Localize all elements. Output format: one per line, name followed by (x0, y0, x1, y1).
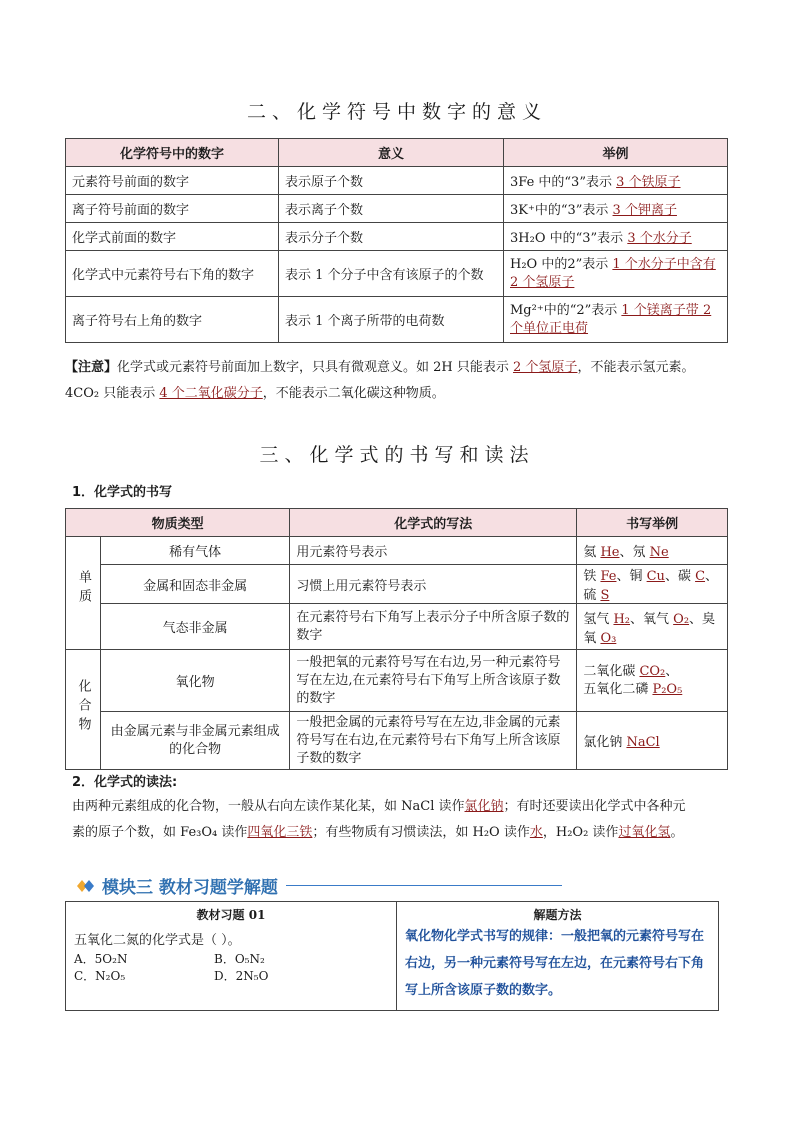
group-label: 单质 (76, 570, 91, 608)
exercise-table (65, 901, 719, 1011)
module-title: 模块三 教材习题学解题 (102, 878, 278, 898)
note-text: 化学式或元素符号前面加上数字，只具有微观意义。如 2H 只能表示 (117, 360, 514, 375)
header-cell: 化学符号中的数字 (66, 139, 279, 167)
reading-answer: 四氧化三铁 (247, 825, 313, 840)
cell-meaning: 表示 1 个分子中含有该原子的个数 (279, 251, 504, 297)
formula-answer: S (600, 588, 610, 603)
table-header-row (66, 509, 728, 537)
group-elementary (66, 537, 101, 650)
header-cell: 化学式的写法 (290, 509, 577, 537)
reading-answer: 过氧化氢 (618, 825, 671, 840)
digit-meaning-table (65, 138, 728, 343)
example-text: 五氧化二磷 (583, 681, 653, 697)
cell-example (577, 565, 728, 604)
cell-example (577, 604, 728, 650)
table-row (66, 223, 728, 251)
example-text: 二氧化碳 (583, 663, 640, 679)
reading-text: ；有些物质有习惯读法，如 H₂O 读作 (312, 825, 530, 840)
example-text: 、 (665, 663, 679, 679)
reading-text: ；有时还要读出化学式中各种元 (503, 799, 686, 814)
formula-answer: Cu (646, 569, 665, 584)
example-line (583, 612, 715, 646)
header-cell: 举例 (504, 139, 728, 167)
table-row (66, 604, 728, 650)
example-line (583, 682, 682, 697)
table-row (66, 167, 728, 195)
reading-paragraph (72, 794, 732, 846)
method-heading: 解题方法 (533, 908, 582, 922)
formula-answer: Ne (649, 545, 669, 560)
cell-meaning: 表示原子个数 (279, 167, 504, 195)
example-text: Mg²⁺中的“2”表示 (510, 302, 622, 318)
example-line (583, 664, 678, 679)
cell-example (577, 537, 728, 565)
cell-type: 氧化物 (101, 650, 290, 712)
cell-method: 用元素符号表示 (290, 537, 577, 565)
cell-digit: 离子符号前面的数字 (66, 195, 279, 223)
example-text: 、硫 (583, 569, 719, 603)
note-label: 【注意】 (65, 360, 118, 375)
exercise-question: 五氧化二氮的化学式是（ ）。 (74, 933, 241, 948)
module-heading (76, 873, 562, 898)
table-row (66, 712, 728, 770)
header-cell: 意义 (279, 139, 504, 167)
cell-type: 气态非金属 (101, 604, 290, 650)
cell-digit: 元素符号前面的数字 (66, 167, 279, 195)
example-answer: 1 个镁离子带 2 个单位正电荷 (510, 302, 712, 336)
table-header-row (66, 139, 728, 167)
formula-answer: CO₂ (639, 663, 666, 679)
formula-answer: P₂O₅ (652, 681, 683, 697)
table-row (66, 251, 728, 297)
example-answer: 3 个铁原子 (616, 175, 681, 190)
table-row (66, 195, 728, 223)
option-a: A．5O₂N (74, 952, 128, 966)
reading-answer: 氯化钠 (464, 799, 504, 814)
module-divider (286, 885, 562, 886)
note-text: ，不能表示二氧化碳这种物质。 (262, 386, 445, 401)
cell-meaning: 表示 1 个离子所带的电荷数 (279, 297, 504, 343)
formula-answer: Fe (600, 569, 617, 584)
group-label: 化合物 (75, 679, 91, 736)
header-cell: 物质类型 (66, 509, 290, 537)
cell-digit: 离子符号右上角的数字 (66, 297, 279, 343)
exercise-heading: 教材习题 01 (196, 908, 266, 922)
double-diamond-icon (76, 879, 96, 893)
cell-meaning: 表示分子个数 (279, 223, 504, 251)
method-text: 氧化物化学式书写的规律：一般把氧的元素符号写在右边，另一种元素符号写在左边，在元素符号右下角写上所含该原子数的数字。 (405, 929, 705, 998)
option-c: C．N₂O₅ (74, 969, 126, 983)
cell-method: 习惯上用元素符号表示 (290, 565, 577, 604)
section-3-title: 三、化学式的书写和读法 (259, 444, 535, 466)
example-line (583, 735, 659, 750)
method-cell (397, 902, 719, 1011)
section-2-title: 二、化学符号中数字的意义 (246, 101, 547, 123)
note-text: 4CO₂ 只能表示 (65, 386, 160, 401)
option-d: D．2N₅O (214, 969, 269, 983)
note-answer: 2 个氢原子 (513, 360, 578, 375)
reading-text: 。 (670, 825, 684, 840)
cell-type: 由金属元素与非金属元素组成的化合物 (101, 712, 290, 770)
cell-type: 金属和固态非金属 (101, 565, 290, 604)
example-text: 氦 (583, 545, 601, 560)
example-text: 氯化钠 (583, 735, 627, 750)
cell-example (504, 251, 728, 297)
example-text: 3Fe 中的“3”表示 (510, 175, 617, 190)
example-text: 氢气 (583, 611, 614, 627)
cell-example (577, 650, 728, 712)
subheading-reading: 2．化学式的读法: (72, 775, 178, 790)
cell-digit: 化学式前面的数字 (66, 223, 279, 251)
cell-example (504, 195, 728, 223)
note-answer: 4 个二氧化碳分子 (159, 386, 263, 401)
cell-example (577, 712, 728, 770)
option-row (74, 967, 388, 984)
example-answer: 3 个水分子 (627, 231, 692, 246)
example-text: 、臭氧 (583, 611, 716, 646)
cell-method: 一般把金属的元素符号写在左边,非金属的元素符号写在右边,在元素符号右下角写上所含该原子数的数字 (290, 712, 577, 770)
example-text: 3K⁺中的“3”表示 (510, 203, 613, 218)
example-line (583, 569, 718, 603)
cell-digit: 化学式中元素符号右下角的数字 (66, 251, 279, 297)
exercise-cell (66, 902, 397, 1011)
cell-meaning: 表示离子个数 (279, 195, 504, 223)
subheading-writing: 1．化学式的书写 (72, 485, 173, 500)
example-text: 、氖 (619, 545, 650, 560)
example-text: 铁 (583, 569, 601, 584)
example-text: H₂O 中的2”表示 (510, 256, 613, 272)
table-row (66, 537, 728, 565)
table-row (66, 650, 728, 712)
cell-example (504, 223, 728, 251)
formula-answer: C (695, 569, 706, 584)
formula-writing-table (65, 508, 728, 770)
reading-text: ，H₂O₂ 读作 (542, 825, 619, 840)
formula-answer: O₂ (673, 611, 690, 627)
table-row (66, 565, 728, 604)
note-text: ，不能表示氢元素。 (577, 360, 695, 375)
reading-text: 由两种元素组成的化合物，一般从右向左读作某化某，如 NaCl 读作 (72, 799, 465, 814)
option-row (74, 950, 388, 967)
cell-method: 在元素符号右下角写上表示分子中所含原子数的数字 (290, 604, 577, 650)
example-text: 、氧气 (630, 611, 674, 627)
example-answer: 3 个钾离子 (612, 203, 677, 218)
header-cell: 书写举例 (577, 509, 728, 537)
cell-example (504, 167, 728, 195)
cell-type: 稀有气体 (101, 537, 290, 565)
example-text: 、碳 (664, 569, 696, 584)
table-row (66, 297, 728, 343)
example-text: 3H₂O 中的“3”表示 (510, 231, 628, 246)
formula-answer: He (600, 545, 620, 560)
formula-answer: NaCl (626, 735, 660, 750)
group-compound (66, 650, 101, 770)
formula-answer: O₃ (600, 630, 617, 646)
cell-example (504, 297, 728, 343)
example-answer: 1 个水分子中含有 2 个氢原子 (510, 256, 716, 290)
example-line (583, 545, 668, 560)
reading-text: 素的原子个数，如 Fe₃O₄ 读作 (72, 825, 248, 840)
note-paragraph (65, 355, 735, 407)
option-b: B．O₅N₂ (214, 952, 265, 966)
formula-answer: H₂ (613, 611, 631, 627)
example-text: 、铜 (616, 569, 647, 584)
cell-method: 一般把氧的元素符号写在右边,另一种元素符号写在左边,在元素符号右下角写上所含该原子数的数字 (290, 650, 577, 712)
reading-answer: 水 (529, 825, 543, 840)
